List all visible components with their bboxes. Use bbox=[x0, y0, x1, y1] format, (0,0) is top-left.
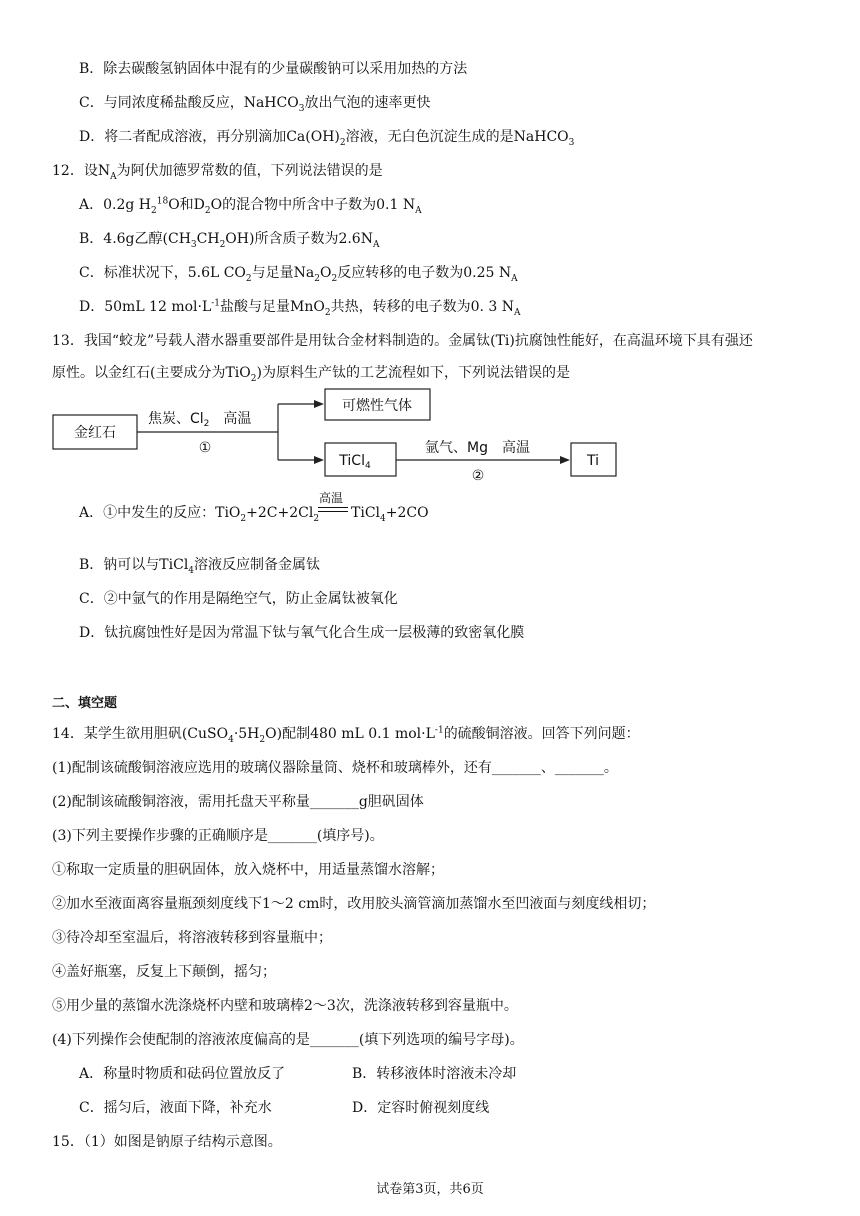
label-step2-number: ② bbox=[471, 468, 485, 484]
arrowhead-gas bbox=[314, 400, 324, 408]
q14-option-b: B．转移液体时溶液未冷却 bbox=[352, 1066, 517, 1082]
q14-option-d: D．定容时俯视刻度线 bbox=[352, 1100, 490, 1116]
q12-option-a: A．0.2g $H_2^{18}O$和$D_2O$的混合物中所含中子数为0.1 $N_A$ bbox=[79, 196, 422, 216]
q12-stem: 12．设$N_A$为阿伏加德罗常数的值，下列说法错误的是 bbox=[52, 163, 383, 182]
q12-option-b: B．4.6g乙醇$(CH_3CH_2OH)$所含质子数为$2.6N_A$ bbox=[79, 231, 380, 250]
q13-option-a-right: TiCl$_4$+2CO bbox=[351, 505, 429, 524]
equation-equals-mark bbox=[318, 507, 348, 512]
q14-part4: (4)下列操作会使配制的溶液浓度偏高的是_______(填下列选项的编号字母)。 bbox=[52, 1032, 524, 1048]
q14-option-c: C．摇匀后，液面下降，补充水 bbox=[79, 1100, 272, 1116]
q13-option-d: D．钛抗腐蚀性好是因为常温下钛与氧气化合生成一层极薄的致密氧化膜 bbox=[79, 625, 525, 641]
label-combustible-gas: 可燃性气体 bbox=[342, 398, 412, 414]
process-flow-diagram bbox=[0, 0, 860, 500]
condition-high-temp: 高温 bbox=[319, 491, 344, 505]
label-ticl4: TiCl$_4$ bbox=[339, 453, 371, 471]
q15-stem: 15．（1）如图是钠原子结构示意图。 bbox=[52, 1134, 282, 1150]
q13-option-b: B．钠可以与TiCl$_4$溶液反应制备金属钛 bbox=[79, 557, 321, 576]
q12-option-c: C．标准状况下，5.6L $CO_2$与足量$Na_2O_2$反应转移的电子数为0.25 $N_A$ bbox=[79, 265, 518, 284]
arrowhead-ti bbox=[560, 456, 570, 464]
label-step2-reagent: 氩气、Mg 高温 bbox=[425, 440, 530, 456]
label-rutile: 金红石 bbox=[74, 425, 116, 441]
q14-part3: (3)下列主要操作步骤的正确顺序是_______(填序号)。 bbox=[52, 828, 384, 844]
q14-option-a: A．称量时物质和砝码位置放反了 bbox=[79, 1066, 286, 1082]
q11-option-b: B．除去碳酸氢钠固体中混有的少量碳酸钠可以采用加热的方法 bbox=[79, 61, 468, 77]
q14-step1: ①称取一定质量的胆矾固体，放入烧杯中，用适量蒸馏水溶解； bbox=[52, 862, 444, 878]
q14-step5: ⑤用少量的蒸馏水洗涤烧杯内壁和玻璃棒2～3次，洗涤液转移到容量瓶中。 bbox=[52, 998, 518, 1014]
q14-part1: (1)配制该硫酸铜溶液应选用的玻璃仪器除量筒、烧杯和玻璃棒外，还有_______、_______。 bbox=[52, 760, 618, 776]
q14-part2: (2)配制该硫酸铜溶液，需用托盘天平称量_______g胆矾固体 bbox=[52, 794, 424, 810]
arrowhead-ticl4 bbox=[314, 456, 324, 464]
q14-step4: ④盖好瓶塞，反复上下颠倒，摇匀； bbox=[52, 964, 276, 980]
q11-option-d: D．将二者配成溶液，再分别滴加$Ca(OH)_2$溶液，无白色沉淀生成的是NaHCO$_3$ bbox=[79, 129, 575, 148]
q14-step3: ③待冷却至室温后，将溶液转移到容量瓶中； bbox=[52, 930, 332, 946]
page-footer: 试卷第3页，共6页 bbox=[376, 1182, 484, 1197]
label-step1-reagent: 焦炭、$Cl_2$ 高温 bbox=[148, 411, 252, 429]
q14-step2: ②加水至液面离容量瓶颈刻度线下1～2 cm时，改用胶头滴管滴加蒸馏水至凹液面与刻度线相切； bbox=[52, 896, 656, 912]
label-step1-number: ① bbox=[198, 440, 212, 456]
section-title-fill-in: 二、填空题 bbox=[52, 696, 118, 711]
q11-option-c: C．与同浓度稀盐酸反应，NaHCO$_3$放出气泡的速率更快 bbox=[79, 95, 431, 114]
q13-stem-line2: 原性。以金红石(主要成分为TiO$_2$)为原料生产钛的工艺流程如下，下列说法错误的是 bbox=[52, 365, 570, 384]
q13-stem-line1: 13．我国“蛟龙”号载人潜水器重要部件是用钛合金材料制造的。金属钛(Ti)抗腐蚀性能好，在高温环境下具有强还 bbox=[52, 333, 753, 349]
q14-stem: 14．某学生欲用胆矾$(CuSO_4\cdot 5H_2O)$配制480 mL 0.1 $mol\cdot L^{-1}$的硫酸铜溶液。回答下列问题： bbox=[52, 725, 640, 745]
q12-option-d: D．50mL 12 $mol\cdot L^{-1}$盐酸与足量MnO$_2$共热，转移的电子数为0. 3 $N_A$ bbox=[79, 298, 521, 318]
q13-option-a-left: A．①中发生的反应：$TiO_2+2C+2Cl_2$ bbox=[79, 505, 320, 524]
q13-option-c: C．②中氩气的作用是隔绝空气，防止金属钛被氧化 bbox=[79, 591, 398, 607]
label-ti: Ti bbox=[586, 453, 600, 469]
